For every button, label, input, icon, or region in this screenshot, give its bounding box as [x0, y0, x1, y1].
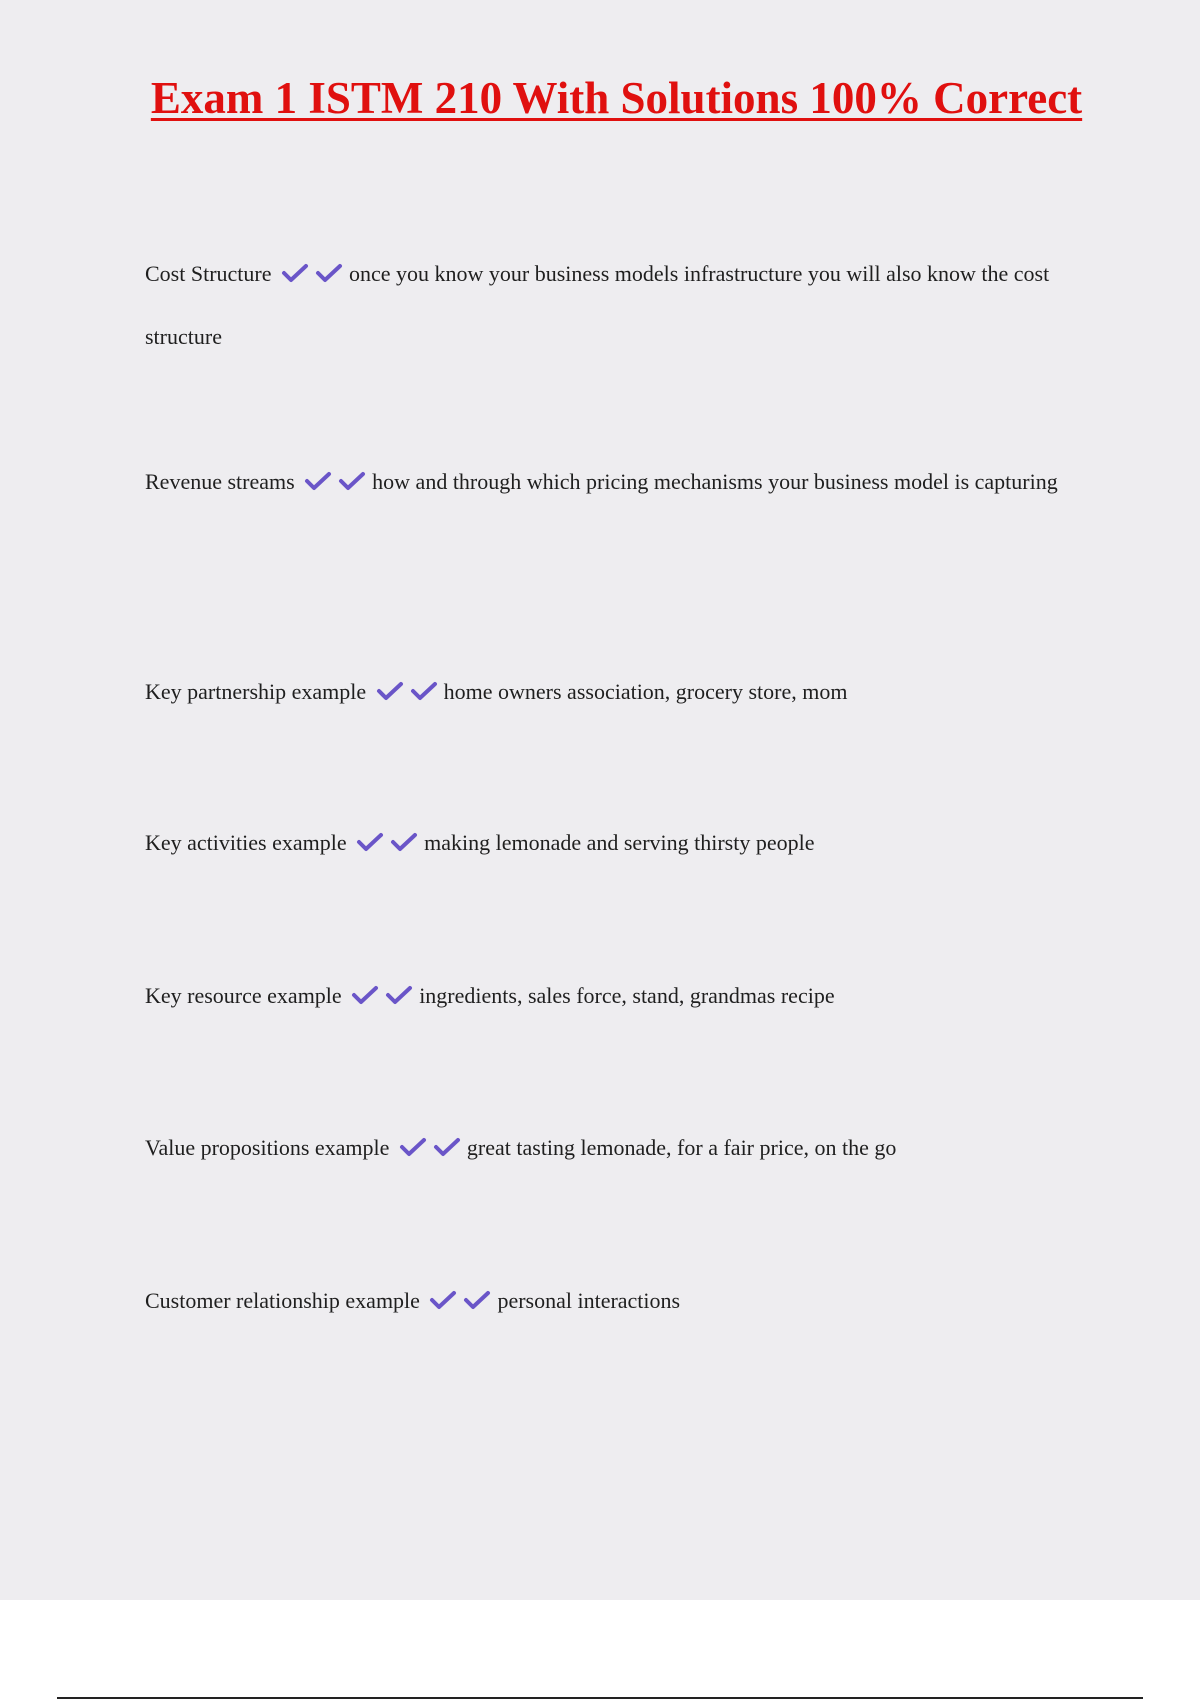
qa-term: Key resource example — [145, 983, 342, 1008]
check-icon — [338, 471, 366, 491]
qa-answer: how and through which pricing mechanisms your business model is capturing — [372, 469, 1058, 494]
check-icon — [410, 681, 438, 701]
check-icon — [385, 985, 413, 1005]
check-icon — [390, 832, 418, 852]
double-check-icon — [356, 814, 420, 875]
check-icon — [376, 681, 404, 701]
double-check-icon — [304, 453, 368, 514]
document-title: Exam 1 ISTM 210 With Solutions 100% Correct — [150, 73, 1083, 123]
qa-term: Customer relationship example — [145, 1288, 420, 1313]
qa-item — [145, 451, 1090, 514]
check-icon — [429, 1290, 457, 1310]
qa-answer: once you know your business models infrastructure you will also know the cost structure — [145, 261, 1050, 349]
double-check-icon — [351, 967, 415, 1028]
double-check-icon — [376, 663, 440, 724]
qa-term: Key partnership example — [145, 679, 367, 704]
qa-answer: great tasting lemonade, for a fair price, on the go — [466, 1135, 897, 1160]
qa-term: Value propositions example — [145, 1135, 390, 1160]
check-icon — [351, 985, 379, 1005]
qa-item — [145, 812, 1090, 875]
check-icon — [399, 1137, 427, 1157]
qa-term: Key activities example — [145, 830, 347, 855]
qa-term: Cost Structure — [145, 261, 272, 286]
check-icon — [281, 263, 309, 283]
qa-answer: ingredients, sales force, stand, grandmas recipe — [419, 983, 835, 1008]
qa-item — [145, 1270, 1090, 1333]
qa-item — [145, 1117, 1090, 1180]
qa-item — [145, 661, 1090, 724]
qa-item — [145, 243, 1090, 367]
footer-divider — [57, 1697, 1143, 1699]
check-icon — [463, 1290, 491, 1310]
check-icon — [315, 263, 343, 283]
qa-answer: making lemonade and serving thirsty people — [424, 830, 815, 855]
double-check-icon — [429, 1272, 493, 1333]
qa-item — [145, 965, 1090, 1028]
double-check-icon — [281, 245, 345, 306]
qa-answer: personal interactions — [497, 1288, 681, 1313]
double-check-icon — [399, 1119, 463, 1180]
qa-term: Revenue streams — [145, 469, 295, 494]
check-icon — [356, 832, 384, 852]
check-icon — [433, 1137, 461, 1157]
qa-answer: home owners association, grocery store, mom — [443, 679, 848, 704]
check-icon — [304, 471, 332, 491]
